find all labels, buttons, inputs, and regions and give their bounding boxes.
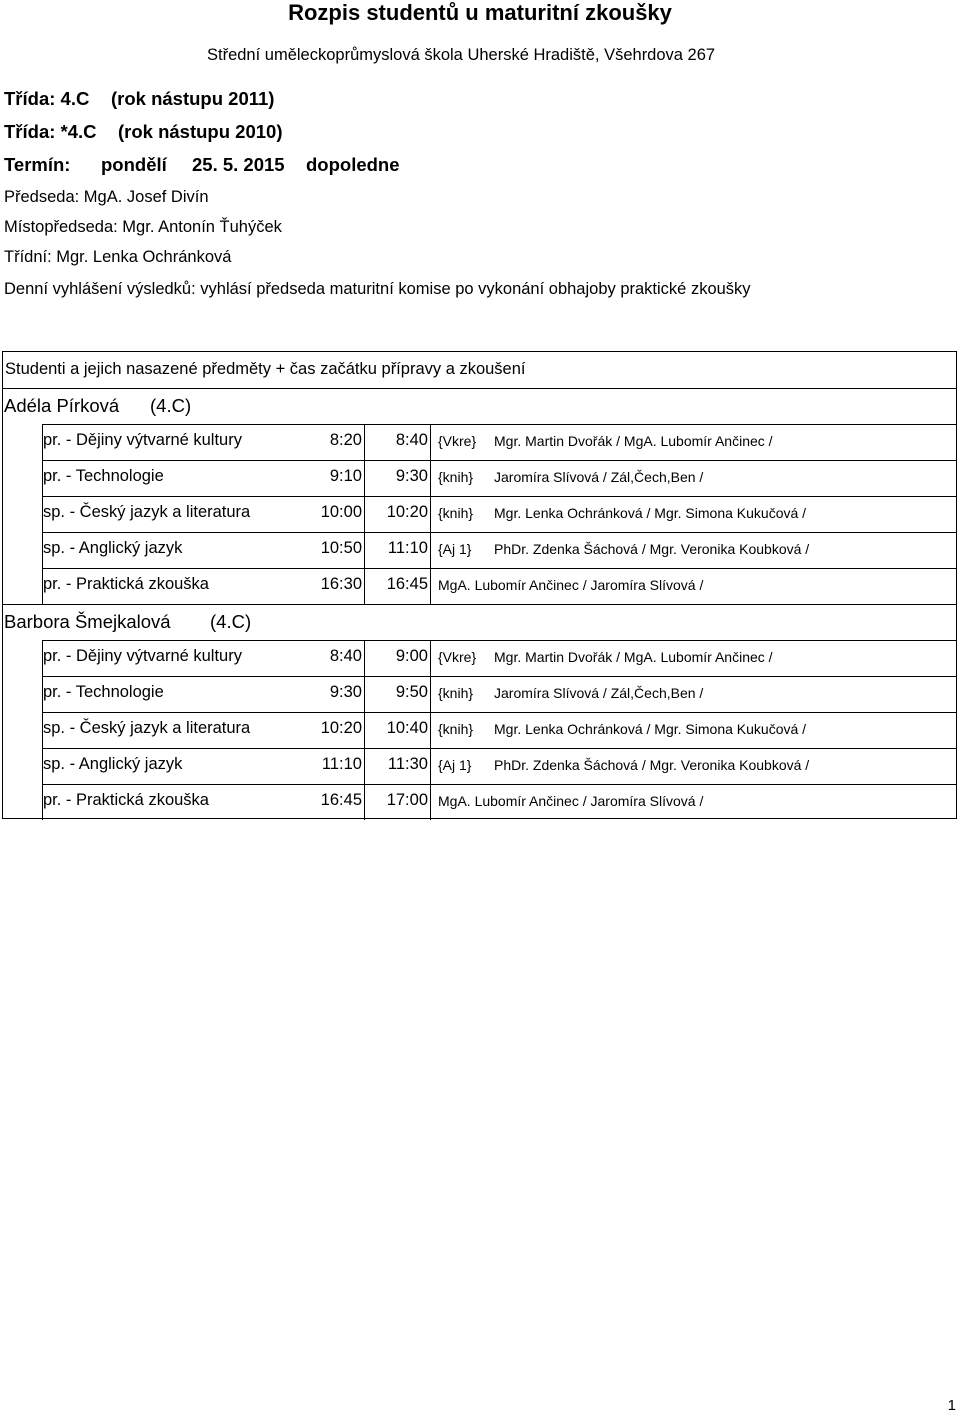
student-name: Adéla Pírková bbox=[4, 395, 120, 416]
subject: sp. - Český jazyk a literatura bbox=[43, 503, 251, 521]
row-divider bbox=[42, 784, 957, 785]
class-line-2 bbox=[4, 121, 283, 143]
term-date: 25. 5. 2015 bbox=[192, 154, 285, 175]
column-divider bbox=[364, 640, 365, 820]
room-code: {Aj 1} bbox=[438, 541, 472, 557]
row-divider bbox=[42, 532, 957, 533]
examiners: PhDr. Zdenka Šáchová / Mgr. Veronika Koubková / bbox=[494, 541, 810, 557]
subject: pr. - Technologie bbox=[43, 683, 164, 701]
prep-time: 10:50 bbox=[320, 539, 362, 557]
row-divider bbox=[42, 712, 957, 713]
page-number: 1 bbox=[947, 1397, 956, 1414]
column-divider bbox=[364, 424, 365, 604]
examiners: MgA. Lubomír Ančinec / Jaromíra Slívová / bbox=[438, 577, 704, 593]
row-divider bbox=[42, 676, 957, 677]
class-line-1 bbox=[4, 88, 275, 110]
examiners: Mgr. Martin Dvořák / MgA. Lubomír Ančinec / bbox=[494, 649, 773, 665]
examiners: Jaromíra Slívová / Zál,Čech,Ben / bbox=[494, 685, 704, 701]
student-class: (4.C) bbox=[210, 611, 252, 632]
exam-time: 10:40 bbox=[386, 719, 428, 737]
prep-time: 16:30 bbox=[320, 575, 362, 593]
exam-time: 11:10 bbox=[387, 539, 428, 557]
row-divider bbox=[2, 388, 957, 389]
subject: pr. - Technologie bbox=[43, 467, 164, 485]
row-divider bbox=[42, 460, 957, 461]
examiners: Jaromíra Slívová / Zál,Čech,Ben / bbox=[494, 469, 704, 485]
row-divider bbox=[42, 568, 957, 569]
row-divider bbox=[2, 604, 957, 605]
exam-time: 10:20 bbox=[386, 503, 428, 521]
prep-time: 9:30 bbox=[329, 683, 362, 701]
examiners: PhDr. Zdenka Šáchová / Mgr. Veronika Koubková / bbox=[494, 757, 810, 773]
row-divider bbox=[42, 424, 957, 425]
prep-time: 16:45 bbox=[320, 791, 362, 809]
room-code: {knih} bbox=[438, 685, 474, 701]
row-divider bbox=[42, 496, 957, 497]
examiners: Mgr. Lenka Ochránková / Mgr. Simona Kukučová / bbox=[494, 721, 807, 737]
exam-time: 17:00 bbox=[386, 791, 428, 809]
class-label: Třída: 4.C bbox=[4, 88, 90, 109]
exam-time: 9:00 bbox=[395, 647, 428, 665]
subject: sp. - Anglický jazyk bbox=[43, 755, 183, 773]
exam-time: 9:50 bbox=[395, 683, 428, 701]
class-label: Třída: *4.C bbox=[4, 121, 97, 142]
class-teacher: Třídní: Mgr. Lenka Ochránková bbox=[4, 248, 232, 266]
room-code: {Vkre} bbox=[438, 433, 477, 449]
subject: pr. - Praktická zkouška bbox=[43, 791, 209, 809]
student-class: (4.C) bbox=[150, 395, 192, 416]
term-line bbox=[4, 154, 504, 176]
subject: sp. - Český jazyk a literatura bbox=[43, 719, 251, 737]
column-divider bbox=[42, 640, 43, 820]
examiners: Mgr. Martin Dvořák / MgA. Lubomír Ančinec / bbox=[494, 433, 773, 449]
subject: pr. - Praktická zkouška bbox=[43, 575, 209, 593]
term-day: pondělí bbox=[101, 154, 167, 175]
exam-time: 16:45 bbox=[386, 575, 428, 593]
row-divider bbox=[42, 748, 957, 749]
prep-time: 10:20 bbox=[320, 719, 362, 737]
term-label: Termín: bbox=[4, 154, 71, 175]
exam-time: 9:30 bbox=[395, 467, 428, 485]
prep-time: 9:10 bbox=[329, 467, 362, 485]
prep-time: 11:10 bbox=[321, 755, 362, 773]
column-divider bbox=[42, 424, 43, 604]
class-year: (rok nástupu 2010) bbox=[118, 121, 283, 142]
room-code: {Vkre} bbox=[438, 649, 477, 665]
class-year: (rok nástupu 2011) bbox=[111, 88, 275, 109]
subject: pr. - Dějiny výtvarné kultury bbox=[43, 647, 242, 665]
table-heading: Studenti a jejich nasazené předměty + čas začátku přípravy a zkoušení bbox=[5, 360, 526, 378]
vice-chair: Místopředseda: Mgr. Antonín Ťuhýček bbox=[4, 218, 282, 236]
room-code: {knih} bbox=[438, 469, 474, 485]
school-name: Střední uměleckoprůmyslová škola Uherské Hradiště, Všehrdova 267 bbox=[207, 46, 716, 64]
prep-time: 8:40 bbox=[329, 647, 362, 665]
examiners: MgA. Lubomír Ančinec / Jaromíra Slívová / bbox=[438, 793, 704, 809]
page-title: Rozpis studentů u maturitní zkoušky bbox=[288, 0, 672, 25]
chair: Předseda: MgA. Josef Divín bbox=[4, 188, 209, 206]
student-name: Barbora Šmejkalová bbox=[4, 611, 171, 632]
results-note: Denní vyhlášení výsledků: vyhlásí předseda maturitní komise po vykonání obhajoby praktické zkoušky bbox=[4, 280, 751, 298]
room-code: {knih} bbox=[438, 505, 474, 521]
exam-time: 11:30 bbox=[387, 755, 428, 773]
term-part: dopoledne bbox=[306, 154, 400, 175]
prep-time: 10:00 bbox=[320, 503, 362, 521]
subject: sp. - Anglický jazyk bbox=[43, 539, 183, 557]
subject: pr. - Dějiny výtvarné kultury bbox=[43, 431, 242, 449]
examiners: Mgr. Lenka Ochránková / Mgr. Simona Kukučová / bbox=[494, 505, 807, 521]
room-code: {knih} bbox=[438, 721, 474, 737]
row-divider bbox=[42, 640, 957, 641]
exam-time: 8:40 bbox=[395, 431, 428, 449]
column-divider bbox=[430, 640, 431, 820]
prep-time: 8:20 bbox=[329, 431, 362, 449]
room-code: {Aj 1} bbox=[438, 757, 472, 773]
column-divider bbox=[430, 424, 431, 604]
